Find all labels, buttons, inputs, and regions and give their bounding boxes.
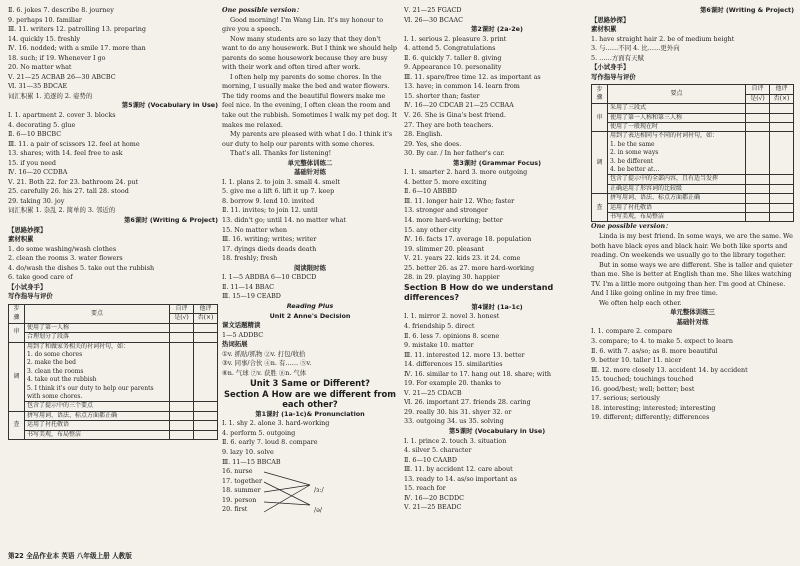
step-label: 查 xyxy=(9,411,25,439)
table-row xyxy=(592,113,794,122)
self-check-cell xyxy=(746,184,770,193)
match-word: 17. together xyxy=(222,476,263,485)
version-title-2: One possible version： xyxy=(591,222,672,231)
self-check-cell xyxy=(746,104,770,113)
criterion: 使用了第一人称 xyxy=(25,323,170,332)
match-sound: /ɜː/ xyxy=(314,486,324,495)
peer-check-cell xyxy=(770,203,794,212)
basic-practice-3-title: 基础针对练 xyxy=(676,317,709,326)
answer-line: Ⅳ. 16. facts 17. average 18. population xyxy=(404,235,532,244)
table-row xyxy=(9,342,218,402)
answer-line: Ⅵ. 26. important 27. friends 28. caring xyxy=(404,398,531,407)
unit3-title: Unit 3 Same or Different? xyxy=(249,378,371,389)
answer-line: Ⅰ. 1. mirror 2. novel 3. honest xyxy=(404,312,500,321)
answer-line: Ⅲ. 11. a pair of scissors 12. feel at home xyxy=(8,139,140,148)
answer-line: 9. perhaps 10. familiar xyxy=(8,15,82,24)
extra-1: 课文话题精读 xyxy=(222,321,261,330)
evaluation-table xyxy=(8,304,218,440)
table-header-yes: 是(√) xyxy=(746,94,770,103)
table-row xyxy=(9,421,218,430)
section-b-title: Section B How do we understand differences? xyxy=(404,282,554,302)
self-check-cell xyxy=(170,430,194,439)
answer-line: 5. give me a lift 6. lift it up 7. keep xyxy=(222,187,335,196)
table-row xyxy=(592,213,794,222)
lesson-4-title: 第4课时 (1a-1c) xyxy=(471,302,523,311)
answer-line: Ⅱ. 6—10 CAABD xyxy=(404,455,457,464)
table-row xyxy=(592,175,794,184)
table-header-self: 自评 xyxy=(746,85,770,94)
section-a-title: Section A How are we different from each other? xyxy=(224,388,396,410)
table-row xyxy=(592,184,794,193)
answer-line: 27. They are both teachers. xyxy=(404,120,494,129)
self-check-cell xyxy=(746,113,770,122)
answer-line: 29. taking 30. joy xyxy=(8,196,65,205)
criterion: 使用了第一人称和第三人称 xyxy=(608,113,746,122)
extra-5: ③v. 同事/合伙 ④n. 有…… ⑤v. xyxy=(222,359,312,368)
answer-line: 4. silver 5. character xyxy=(404,446,472,455)
answer-line: 4. friendship 5. direct xyxy=(404,321,475,330)
material-line: 6. take good care of xyxy=(8,273,73,282)
self-check-cell xyxy=(746,175,770,184)
answer-line: Ⅳ. 16—20 BCDDC xyxy=(404,493,464,502)
peer-check-cell xyxy=(770,104,794,113)
step-label: 调 xyxy=(592,132,608,194)
peer-check-cell xyxy=(770,132,794,175)
table-row xyxy=(9,402,218,411)
criterion: 运用了衬托敬语 xyxy=(25,421,170,430)
answer-line: 17. dyings dieds deads death xyxy=(222,244,317,253)
criterion: 用到了和做家务相关的衬词衬句，如： 1. do some chores 2. make the bed 3. clean the rooms 4. take out the rubbish 5. I think it's our duty to help our parents with some chores. xyxy=(25,342,170,402)
thinking-title-2: 【思路妙探】 xyxy=(591,15,630,24)
answer-line: Ⅴ. 21—25 FGACD xyxy=(404,6,462,14)
table-header-step: 步骤 xyxy=(9,304,25,323)
answer-line: Ⅰ. 1. smarter 2. hard 3. more outgoing xyxy=(404,168,528,177)
table-header-step: 步骤 xyxy=(592,85,608,104)
answer-line: 4. better 5. more exciting xyxy=(404,177,487,186)
material-line: 3. 与……不同 4. 比……更外向 xyxy=(591,44,680,53)
version-title: One possible version： xyxy=(222,6,303,14)
table-row xyxy=(592,203,794,212)
answer-line: Ⅲ. 11. interested 12. more 13. better xyxy=(404,350,525,359)
answer-line: 13. didn't go; until 14. no matter what xyxy=(222,216,346,225)
criterion: 拼写用词、语法、标点方面都正确 xyxy=(25,411,170,420)
peer-check-cell xyxy=(194,402,218,411)
column-1 xyxy=(8,6,218,560)
table-row xyxy=(592,132,794,175)
material-line: 1. have straight hair 2. be of medium height xyxy=(591,34,735,43)
answer-line: Ⅴ. 21—25 BEADC xyxy=(404,503,462,512)
extra-2: 1—5 ADDBC xyxy=(222,330,264,339)
answer-line: Ⅳ. 16—20 CDCAB 21—25 CCBAA xyxy=(404,101,514,110)
table-row xyxy=(9,430,218,439)
answer-line: 13. have; in common 14. learn from xyxy=(404,82,520,91)
essay-paragraph: Linda is my best friend. In some ways, we are the same. We both have black eyes and black hair. We both like sports and reading. On weekends we usually go to the library together. xyxy=(591,232,793,260)
lesson-1-title: 第1课时 (1a-1c)& Pronunciation xyxy=(255,409,365,418)
self-check-cell xyxy=(170,333,194,342)
criterion: 运用了衬托敬语 xyxy=(608,203,746,212)
material-line: 1. do some washing/wash clothes xyxy=(8,244,117,253)
answer-line: 20. No matter what xyxy=(8,63,72,72)
step-label: 调 xyxy=(9,342,25,411)
evaluation-table-2 xyxy=(591,84,794,222)
answer-line: Ⅱ. 11. invites; to join 12. until xyxy=(222,206,318,215)
answer-line: Ⅰ. 1. serious 2. pleasure 3. print xyxy=(404,34,507,43)
lesson-6-title: 第6课时 (Writing & Project) xyxy=(124,216,218,225)
answer-line: 13. shares; with 14. feel free to ask xyxy=(8,149,123,158)
answer-line: 15. No matter when xyxy=(222,225,288,234)
self-check-cell xyxy=(170,402,194,411)
answer-line: 25. carefully 26. his 27. tall 28. stood xyxy=(8,187,129,196)
answer-line: Ⅴ. 26. She is Gina's best friend. xyxy=(404,111,506,120)
criterion: 用到了表达相同与不同的衬词衬句，如： 1. be the same 2. in some ways 3. be different 4. be better at… xyxy=(608,132,746,175)
guide-title: 写作指导与评价 xyxy=(8,292,53,301)
peer-check-cell xyxy=(770,184,794,193)
criterion: 正确运用了形容词的比较级 xyxy=(608,184,746,193)
answer-line: 29. Yes, she does. xyxy=(404,139,462,148)
answer-line: 14. differences 15. similarities xyxy=(404,360,503,369)
material-line: 5. ……方面有天赋 xyxy=(591,53,644,62)
essay-paragraph: But in some ways we are different. She is taller and quieter than me. She is better at English than me. She likes watching TV. I'm a little more outgoing than her. I'm good at Chinese. And I like going online in my free time. xyxy=(591,260,793,298)
answer-line: 15. touched; touchings touched xyxy=(591,375,694,384)
answer-line: 9. better 10. taller 11. nicer xyxy=(591,356,682,365)
thinking-title: 【思路妙探】 xyxy=(8,225,47,234)
extra-6: ⑥n. 气球 ⑦v. 获胜 ⑧n. 气体 xyxy=(222,368,307,377)
criterion: 使用了一般现在时 xyxy=(608,123,746,132)
trial-title: 【小试身手】 xyxy=(8,282,47,291)
unit2-title: Unit 2 Anne's Decision xyxy=(269,311,351,320)
step-label: 审 xyxy=(9,323,25,342)
answer-line: Ⅰ. 1. compare 2. compare xyxy=(591,327,673,336)
peer-check-cell xyxy=(770,113,794,122)
answer-line: Ⅴ. 21. years 22. kids 23. it 24. come xyxy=(404,254,521,263)
match-word: 18. summer xyxy=(222,486,261,495)
answer-line: 14. more hard-working; better xyxy=(404,216,503,225)
self-check-cell xyxy=(746,123,770,132)
answer-line: Ⅲ. 11. by accident 12. care about xyxy=(404,465,513,474)
column-4 xyxy=(591,6,794,560)
essay-paragraph: We often help each other. xyxy=(599,298,682,307)
essay-paragraph: Good morning! I'm Wang Lin. It's my honour to give you a speech. xyxy=(222,15,384,34)
table-row xyxy=(9,411,218,420)
self-check-cell xyxy=(746,203,770,212)
criterion: 书写美观，布局整洁 xyxy=(25,430,170,439)
match-word: 19. person xyxy=(222,495,257,504)
basic-practice-title: 基础针对练 xyxy=(294,168,326,177)
answer-line: Ⅱ. 6. early 7. loud 8. compare xyxy=(222,438,318,447)
step-label: 审 xyxy=(592,104,608,132)
answer-line: Ⅰ. 1. prince 2. touch 3. situation xyxy=(404,436,507,445)
reading-title: 阅读限时练 xyxy=(294,263,326,272)
answer-line: Ⅱ. 6—10 ABBBD xyxy=(404,187,457,196)
unit-test-3-title: 单元整体训练三 xyxy=(670,308,715,317)
step-label: 查 xyxy=(592,194,608,222)
self-check-cell xyxy=(746,213,770,222)
answer-line: Ⅵ. 26—30 BCAAC xyxy=(404,15,464,24)
answer-line: Ⅳ. 16. similar to 17. hang out 18. share; with xyxy=(404,369,551,378)
answer-line: 25. better 26. as 27. more hard-working xyxy=(404,263,535,272)
peer-check-cell xyxy=(770,175,794,184)
guide-title-2: 写作指导与评价 xyxy=(591,72,636,81)
answer-line: 4. perform 5. outgoing xyxy=(222,428,296,437)
material-title-2: 素材积累 xyxy=(591,25,617,34)
answer-line: 29. really 30. his 31. shyer 32. or xyxy=(404,407,512,416)
peer-check-cell xyxy=(194,411,218,420)
table-row xyxy=(592,123,794,132)
answer-line: Ⅴ. 21—25 ACBAB 26—30 ABCBC xyxy=(8,72,116,81)
answer-line: 18. freshly; fresh xyxy=(222,254,278,263)
answer-line: 15. any other city xyxy=(404,225,461,234)
answer-line: Ⅲ. 12. more closely 13. accident 14. by accident xyxy=(591,365,748,374)
self-check-cell xyxy=(170,411,194,420)
peer-check-cell xyxy=(770,194,794,203)
material-line: 2. clean the rooms 3. water flowers xyxy=(8,254,123,263)
answer-line: Ⅱ. 6. with 7. as/so; as 8. more beautiful xyxy=(591,346,718,355)
essay-paragraph: That's all. Thanks for listening! xyxy=(230,149,332,158)
table-header-point: 要点 xyxy=(25,304,170,323)
criterion: 包含了提示中的三个要点 xyxy=(25,402,170,411)
answer-line: Ⅲ. 11. longer hair 12. Who; faster xyxy=(404,196,515,205)
criterion: 书写美观，布局整洁 xyxy=(608,213,746,222)
peer-check-cell xyxy=(194,342,218,402)
table-row xyxy=(592,194,794,203)
answer-line: 8. borrow 9. lend 10. invited xyxy=(222,196,315,205)
answer-line: Ⅴ. 21. Both 22. for 23. bathroom 24. put xyxy=(8,177,139,186)
answer-line: Ⅱ. 6. less 7. opinions 8. scene xyxy=(404,331,500,340)
answer-line: Ⅳ. 16. nodded; with a smile 17. more than xyxy=(8,44,146,53)
unit-test-title: 单元整体训练二 xyxy=(287,158,333,167)
answer-line: 17. serious; seriously xyxy=(591,394,660,403)
criterion: 采用了三段式 xyxy=(608,104,746,113)
column-3 xyxy=(404,6,590,560)
criterion: 拼写用词、语法、标点方面都正确 xyxy=(608,194,746,203)
table-header-no: 否(×) xyxy=(194,314,218,323)
phonics-matching xyxy=(222,467,398,523)
essay-paragraph: Now many students are so lazy that they don't want to do any housework. But I think we should help parents do some housework because they are busy with their work and often tired after work. xyxy=(222,34,397,72)
peer-check-cell xyxy=(770,213,794,222)
table-row xyxy=(592,104,794,113)
peer-check-cell xyxy=(194,333,218,342)
answer-line: 4. attend 5. Congratulations xyxy=(404,44,496,53)
table-header-self: 自评 xyxy=(170,304,194,313)
answer-line: 9. Appearance 10. personality xyxy=(404,63,502,72)
page-footer: 第22 全品作业本 英语 八年级上册 人教版 xyxy=(8,552,132,561)
column-2 xyxy=(222,6,398,560)
answer-line: Ⅲ. 16. writing; writes; writer xyxy=(222,235,317,244)
answer-line: 15. reach for xyxy=(404,484,446,493)
answer-line: 19. slimmer 20. pleasant xyxy=(404,244,485,253)
answer-line: 13. ready to 14. as/so important as xyxy=(404,474,517,483)
answer-line: 15. if you need xyxy=(8,158,57,167)
reading-plus-title: Reading Plus xyxy=(286,301,334,310)
peer-check-cell xyxy=(770,123,794,132)
table-row xyxy=(9,323,218,332)
answer-line: Ⅲ. 11—15 BBCAB xyxy=(222,457,281,466)
trial-title-2: 【小试身手】 xyxy=(591,63,630,72)
lesson-5b-title: 第5课时 (Vocabulary in Use) xyxy=(448,426,546,435)
answer-line: Ⅱ. 6. jokes 7. describe 8. journey xyxy=(8,6,114,14)
self-check-cell xyxy=(746,132,770,175)
answer-line: Ⅱ. 6—10 BBCBC xyxy=(8,130,62,139)
answer-line: Ⅰ. 1—5 ABDBA 6—10 CBDCD xyxy=(222,273,317,282)
self-check-cell xyxy=(170,421,194,430)
table-header-point: 要点 xyxy=(608,85,746,104)
material-title: 素材积累 xyxy=(8,235,34,244)
answer-line: 9. mistake 10. matter xyxy=(404,341,474,350)
answer-line: Ⅵ. 31—35 BDCAE xyxy=(8,82,68,91)
lesson-3-title: 第3课时 (Grammar Focus) xyxy=(452,158,542,167)
answer-line: Ⅲ. 15—19 CEABD xyxy=(222,292,281,301)
answer-line: 4. decorating 5. glue xyxy=(8,120,76,129)
answer-line: 19. different; differently; differences xyxy=(591,413,710,422)
criterion: 包含了提示中的全部内容，且有适当发挥 xyxy=(608,175,746,184)
answer-line: Ⅴ. 21—25 CDACB xyxy=(404,388,462,397)
answer-line: 16. good/best; well; better; best xyxy=(591,384,695,393)
answer-line: Ⅱ. 11—14 BBAC xyxy=(222,282,274,291)
extra-3: 热词拓展 xyxy=(222,340,248,349)
table-header-no: 否(×) xyxy=(770,94,794,103)
lesson-2-title: 第2课时 (2a-2e) xyxy=(471,25,523,34)
self-check-cell xyxy=(170,342,194,402)
answer-line: Ⅰ. 1. shy 2. alone 3. hard-working xyxy=(222,419,330,428)
table-header-yes: 是(√) xyxy=(170,314,194,323)
essay-paragraph: I often help my parents do some chores. In the morning, I usually make the bed and water flowers. The tidy rooms and the beautiful flowers make me feel nice. In the evening, I often clean the room and take out the rubbish. Sometimes I walk my pet dog. It makes me relaxed. xyxy=(222,72,397,129)
answer-line: Ⅰ. 1. plans 2. to join 3. small 4. smelt xyxy=(222,177,340,186)
answer-line: 18. interesting; interested; interesting xyxy=(591,403,716,412)
table-row xyxy=(9,333,218,342)
lesson-5-title: 第5课时 (Vocabulary in Use) xyxy=(121,101,218,110)
material-line: 4. do/wash the dishes 5. take out the rubbish xyxy=(8,263,155,272)
answer-line: Ⅲ. 11. writers 12. patrolling 13. preparing xyxy=(8,25,146,34)
answer-line: Ⅰ. 1. apartment 2. cover 3. blocks xyxy=(8,111,116,120)
answer-line: 词汇积累 1. 杂乱 2. 简单的 3. 邻近的 xyxy=(8,206,116,215)
match-sound: /ə/ xyxy=(314,506,323,515)
peer-check-cell xyxy=(194,430,218,439)
answer-line: Ⅳ. 16—20 CCDBA xyxy=(8,168,68,177)
answer-line: 28. English. xyxy=(404,130,443,139)
answer-line: 词汇积累 1. 追逐的 2. 姿势的 xyxy=(8,91,93,100)
answer-line: Ⅱ. 6. quickly 7. taller 8. giving xyxy=(404,53,502,62)
answer-line: Ⅲ. 11. spare/free time 12. as important as xyxy=(404,72,541,81)
essay-paragraph: My parents are pleased with what I do. I think it's our duty to help our parents with some chores. xyxy=(222,130,393,148)
answer-line: 30. By car. / In her father's car. xyxy=(404,149,505,158)
answer-line: 3. compare; to 4. to make 5. expect to learn xyxy=(591,337,733,346)
peer-check-cell xyxy=(194,421,218,430)
self-check-cell xyxy=(746,194,770,203)
lesson-6b-title: 第6课时 (Writing & Project) xyxy=(700,6,794,14)
answer-line: 28. in 29. playing 30. happier xyxy=(404,273,500,282)
answer-line: 13. stronger and stronger xyxy=(404,206,488,215)
match-word: 16. nurse xyxy=(222,467,253,476)
table-header-peer: 他评 xyxy=(194,304,218,313)
criterion: 合理划分了段落 xyxy=(25,333,170,342)
match-word: 20. first xyxy=(222,505,248,514)
extra-4: ①v. 抓贴/抓物 ②v. 打包/收拾 xyxy=(222,349,306,358)
self-check-cell xyxy=(170,323,194,332)
answer-line: 33. outgoing 34. us 35. solving xyxy=(404,417,504,426)
answer-line: 18. such; if 19. Whenever I go xyxy=(8,53,106,62)
answer-line: 15. shorter than; faster xyxy=(404,91,480,100)
answer-line: 19. For example 20. thanks to xyxy=(404,379,501,388)
answer-line: 14. quickly 15. freshly xyxy=(8,34,81,43)
answer-line: 9. lazy 10. solve xyxy=(222,448,274,457)
table-header-peer: 他评 xyxy=(770,85,794,94)
peer-check-cell xyxy=(194,323,218,332)
